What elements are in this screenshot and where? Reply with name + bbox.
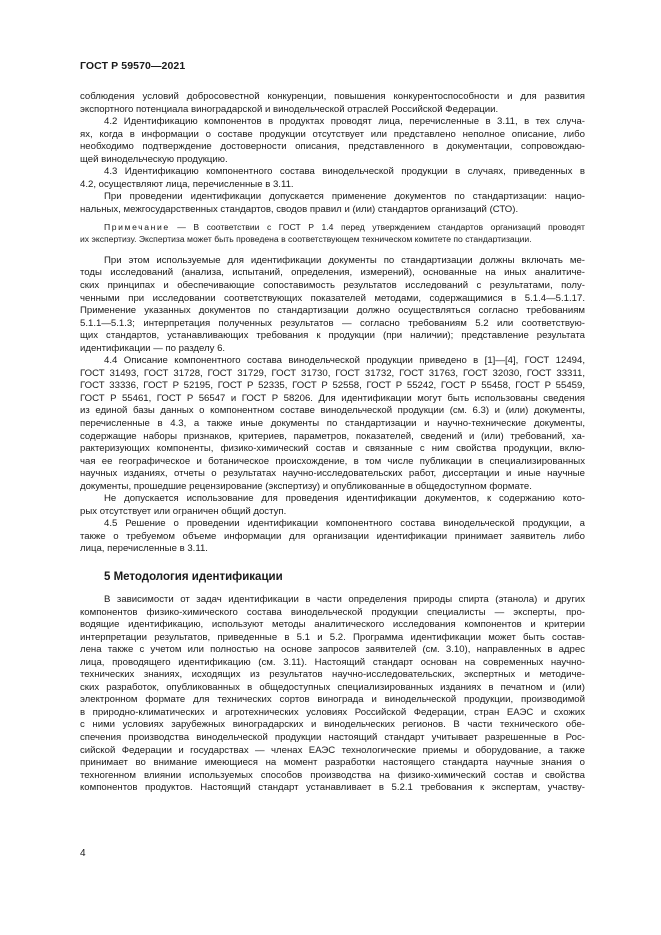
text-line: 5.1.1—5.1.3; интерпретация полученных результатов — согласно требованиям 5.2 или соответствую-: [80, 317, 585, 329]
text-line: рых отсутствует или ограничен общий доступ.: [80, 505, 287, 517]
paragraph-restriction: [80, 493, 585, 518]
text-line: компонентов продуктов. Настоящий стандарт устанавливает в 5.2.1 требования к экспертам, участву-: [80, 782, 585, 794]
text-line: ГОСТ 31493, ГОСТ 31728, ГОСТ 31729, ГОСТ 31730, ГОСТ 31732, ГОСТ 31763, ГОСТ 32030, ГОСТ 33311,: [80, 367, 585, 379]
paragraph-standards: [80, 191, 585, 216]
note-label: Примечание: [104, 222, 170, 233]
text-line: с ними условиях зарубежных виноградарских и винодельческих регионов. В части технического обе-: [80, 719, 585, 731]
text-line: экспортного потенциала виноградарской и винодельческой отраслей Российской Федерации.: [80, 103, 499, 115]
text-line: в природно-климатических и агротехнических условиях Российской Федерации, стран ЕАЭС и схожих: [80, 706, 585, 718]
text-line: документы, прошедшие рецензирование (экспертизу) и опубликованные в общедоступном формате.: [80, 480, 532, 492]
text-line: 4.2 Идентификацию компонентов в продуктах проводят лица, перечисленные в 3.11, в тех случа-: [104, 116, 585, 128]
text-line: 4.5 Решение о проведении идентификации компонентного состава винодельческой продукции, а: [104, 518, 585, 530]
text-line: соблюдения условий добросовестной конкуренции, повышения конкурентоспособности и для развития: [80, 91, 585, 102]
note-text: — В соответствии с ГОСТ Р 1.4 перед утверждением стандартов организаций проводят: [169, 222, 585, 233]
text-line: также о требуемом объеме информации для организации идентификации принимает заявитель либо: [80, 530, 585, 542]
text-line: водящие идентификацию, используют методы аналитического исследования компонентов и критерии: [80, 619, 585, 631]
text-line: идентификации — по разделу 6.: [80, 342, 226, 354]
text-line: техногенном влиянии используемых способов производства на физико-химический состав и свойства: [80, 769, 585, 781]
text-line: 4.3 Идентификацию компонентного состава винодельческой продукции в случаях, приведенных в: [104, 166, 585, 178]
text-line: электронном формате для технических сортов винограда и винодельческой продукции, производимой: [80, 694, 585, 706]
text-line: лица, перечисленные в 3.11.: [80, 543, 208, 555]
text-line: ских принципах и обеспечивающие сопоставимость результатов исследований с результатами, полу-: [80, 279, 585, 291]
page-number: 4: [80, 848, 86, 859]
text-line: Не допускается использование для проведения идентификации документов, к содержанию кото-: [104, 493, 585, 505]
document-header: ГОСТ Р 59570—2021: [80, 60, 186, 72]
note-line: их экспертизу. Экспертиза может быть проведена в соответствующем техническом комитете по стандартизации.: [80, 233, 532, 244]
note-block: [80, 222, 585, 244]
paragraph-methodology: [80, 594, 585, 795]
text-line: ских разработок, опубликованных в общедоступных специализированных изданиях в печатном и (или): [80, 681, 585, 693]
text-line: ях, когда в информации о составе продукции отсутствует или представлено неполное описание, либо: [80, 128, 585, 140]
text-line: научных изданиях, отчеты о результатах научно-исследовательских работ, диссертации и иные научные: [80, 468, 585, 480]
text-line: необходимо подтверждение достоверности описания, представленного в документации, сопровождаю-: [80, 141, 585, 153]
text-line: технических знаниях, исходящих из результатов научно-исследовательских, экспертных и методиче-: [80, 669, 585, 681]
text-line: нальных, межгосударственных стандартов, сводов правил и (или) стандартов организаций (СТО).: [80, 203, 519, 215]
text-line: При этом используемые для идентификации документы по стандартизации должны включать ме-: [104, 254, 585, 266]
text-line: чая ее географическое и ботаническое происхождение, в том числе публикации в специализированных: [80, 455, 585, 467]
text-line: сийской Федерации и государствах — членах ЕАЭС технологические приемы и оборудование, а также: [80, 744, 585, 756]
text-line: компонентов физико-химического состава винодельческой продукции специалисты — эксперты, про-: [80, 606, 585, 618]
text-line: из единой базы данных о компонентном составе винодельческой продукции (см. 6.3) и (или) документы,: [80, 405, 585, 417]
body-text: [80, 91, 585, 795]
paragraph-4-2: [80, 116, 585, 166]
text-line: При проведении идентификации допускается применение документов по стандартизации: нацио-: [104, 191, 585, 203]
text-line: тоды исследований (анализа, испытаний, определения, измерений), основанные на иных аналитиче-: [80, 267, 585, 279]
text-line: лена также с учетом или полностью на основе запросов заявителей (см. 3.10), направленных в адрес: [80, 644, 585, 656]
paragraph-documents: [80, 255, 585, 355]
text-line: Применение указанных документов по стандартизации должно осуществляться согласно требованиям: [80, 305, 585, 317]
text-line: перечисленные в 4.3, а также иные документы по стандартизации и научно-технические документы,: [80, 417, 585, 429]
text-line: ГОСТ Р 55461, ГОСТ Р 56547 и ГОСТ Р 58206. Для идентификации могут быть использованы сведения: [80, 392, 585, 404]
text-line: щих стандартов, устанавливающих требования к продукции (при наличии); представление результата: [80, 330, 585, 342]
text-line: лица, проводящего идентификацию (см. 3.11). Настоящий стандарт основан на современных научно-: [80, 656, 585, 668]
note-line: [80, 222, 585, 233]
paragraph-4-4: [80, 355, 585, 493]
text-line: спечения производства винодельческой продукции настоящий стандарт учитывает разрешенные в Рос-: [80, 732, 585, 744]
text-line: щей винодельческую продукцию.: [80, 153, 228, 165]
text-line: 4.2, осуществляют лица, перечисленные в 3.11.: [80, 178, 294, 190]
text-line: содержащие наборы признаков, критериев, параметров, показателей, сведений и (или) требований, ха-: [80, 430, 585, 442]
text-line: ГОСТ 33336, ГОСТ Р 52195, ГОСТ Р 52335, ГОСТ Р 52558, ГОСТ Р 55242, ГОСТ Р 55458, ГОСТ Р 55459,: [80, 380, 585, 392]
text-line: принимает во внимание имеющиеся на момент разработки настоящего стандарта научные знания о: [80, 757, 585, 769]
paragraph-4-5: [80, 518, 585, 556]
text-line: ченными при исследовании соответствующих показателей методами, содержащимися в 5.1.4—5.1.17.: [80, 292, 585, 304]
text-line: рактеризующих компоненты, физико-химический состав и связанные с ним свойства продукции, вклю-: [80, 443, 585, 455]
paragraph-4-3: [80, 166, 585, 191]
text-line: интерпретации результатов, приведенные в 5.1 и 5.2. Программа идентификации может быть состав-: [80, 631, 585, 643]
paragraph-continuation: [80, 91, 585, 116]
section-heading: 5 Методология идентификации: [104, 571, 283, 583]
text-line: 4.4 Описание компонентного состава винодельческой продукции приведено в [1]—[4], ГОСТ 12494,: [104, 355, 585, 367]
text-line: В зависимости от задач идентификации в части определения природы спирта (этанола) и других: [104, 594, 585, 605]
